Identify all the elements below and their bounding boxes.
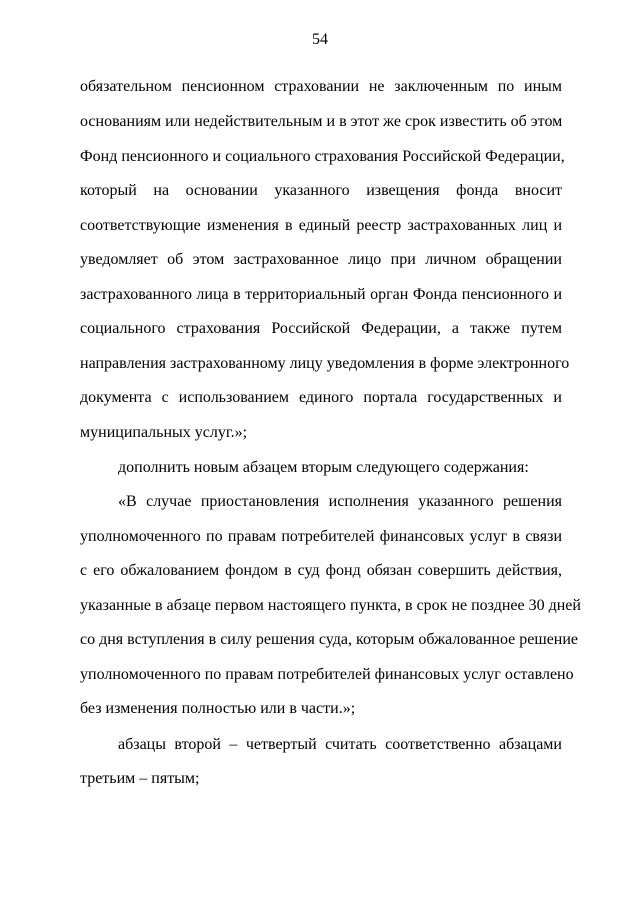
paragraph-line: абзацы второй – четвертый считать соответственно абзацами (118, 736, 562, 753)
text-line: соответствующие изменения в единый реестр застрахованных лиц и (80, 217, 562, 234)
quote-line: со дня вступления в силу решения суда, которым обжалованное решение (80, 631, 579, 648)
quote-line: «В случае приостановления исполнения указанного решения (118, 493, 562, 510)
text-line: обязательном пенсионном страховании не заключенным по иным (80, 78, 562, 95)
quote-line: указанные в абзаце первом настоящего пункта, в срок не позднее 30 дней (80, 597, 581, 614)
text-line: который на основании указанного извещения фонда вносит (80, 182, 562, 199)
text-line: направления застрахованному лицу уведомления в форме электронного (80, 355, 570, 372)
text-line: социального страхования Российской Федерации, а также путем (80, 320, 562, 337)
text-line: документа с использованием единого портала государственных и (80, 389, 562, 406)
quote-line: уполномоченного по правам потребителей финансовых услуг оставлено (80, 666, 574, 683)
paragraph-line: третьим – пятым; (80, 770, 200, 787)
quote-line: с его обжалованием фондом в суд фонд обязан совершить действия, (80, 562, 562, 579)
page-number: 54 (312, 31, 328, 48)
quote-line: без изменения полностью или в части.»; (80, 700, 356, 717)
paragraph-line: дополнить новым абзацем вторым следующего содержания: (118, 459, 529, 476)
text-line: застрахованного лица в территориальный орган Фонда пенсионного и (80, 286, 562, 303)
quote-line: уполномоченного по правам потребителей финансовых услуг в связи (80, 528, 562, 545)
text-line: муниципальных услуг.»; (80, 424, 248, 441)
text-line: уведомляет об этом застрахованное лицо при личном обращении (80, 251, 562, 268)
text-line: Фонд пенсионного и социального страхования Российской Федерации, (80, 148, 565, 165)
text-line: основаниям или недействительным и в этот же срок известить об этом (80, 113, 563, 130)
